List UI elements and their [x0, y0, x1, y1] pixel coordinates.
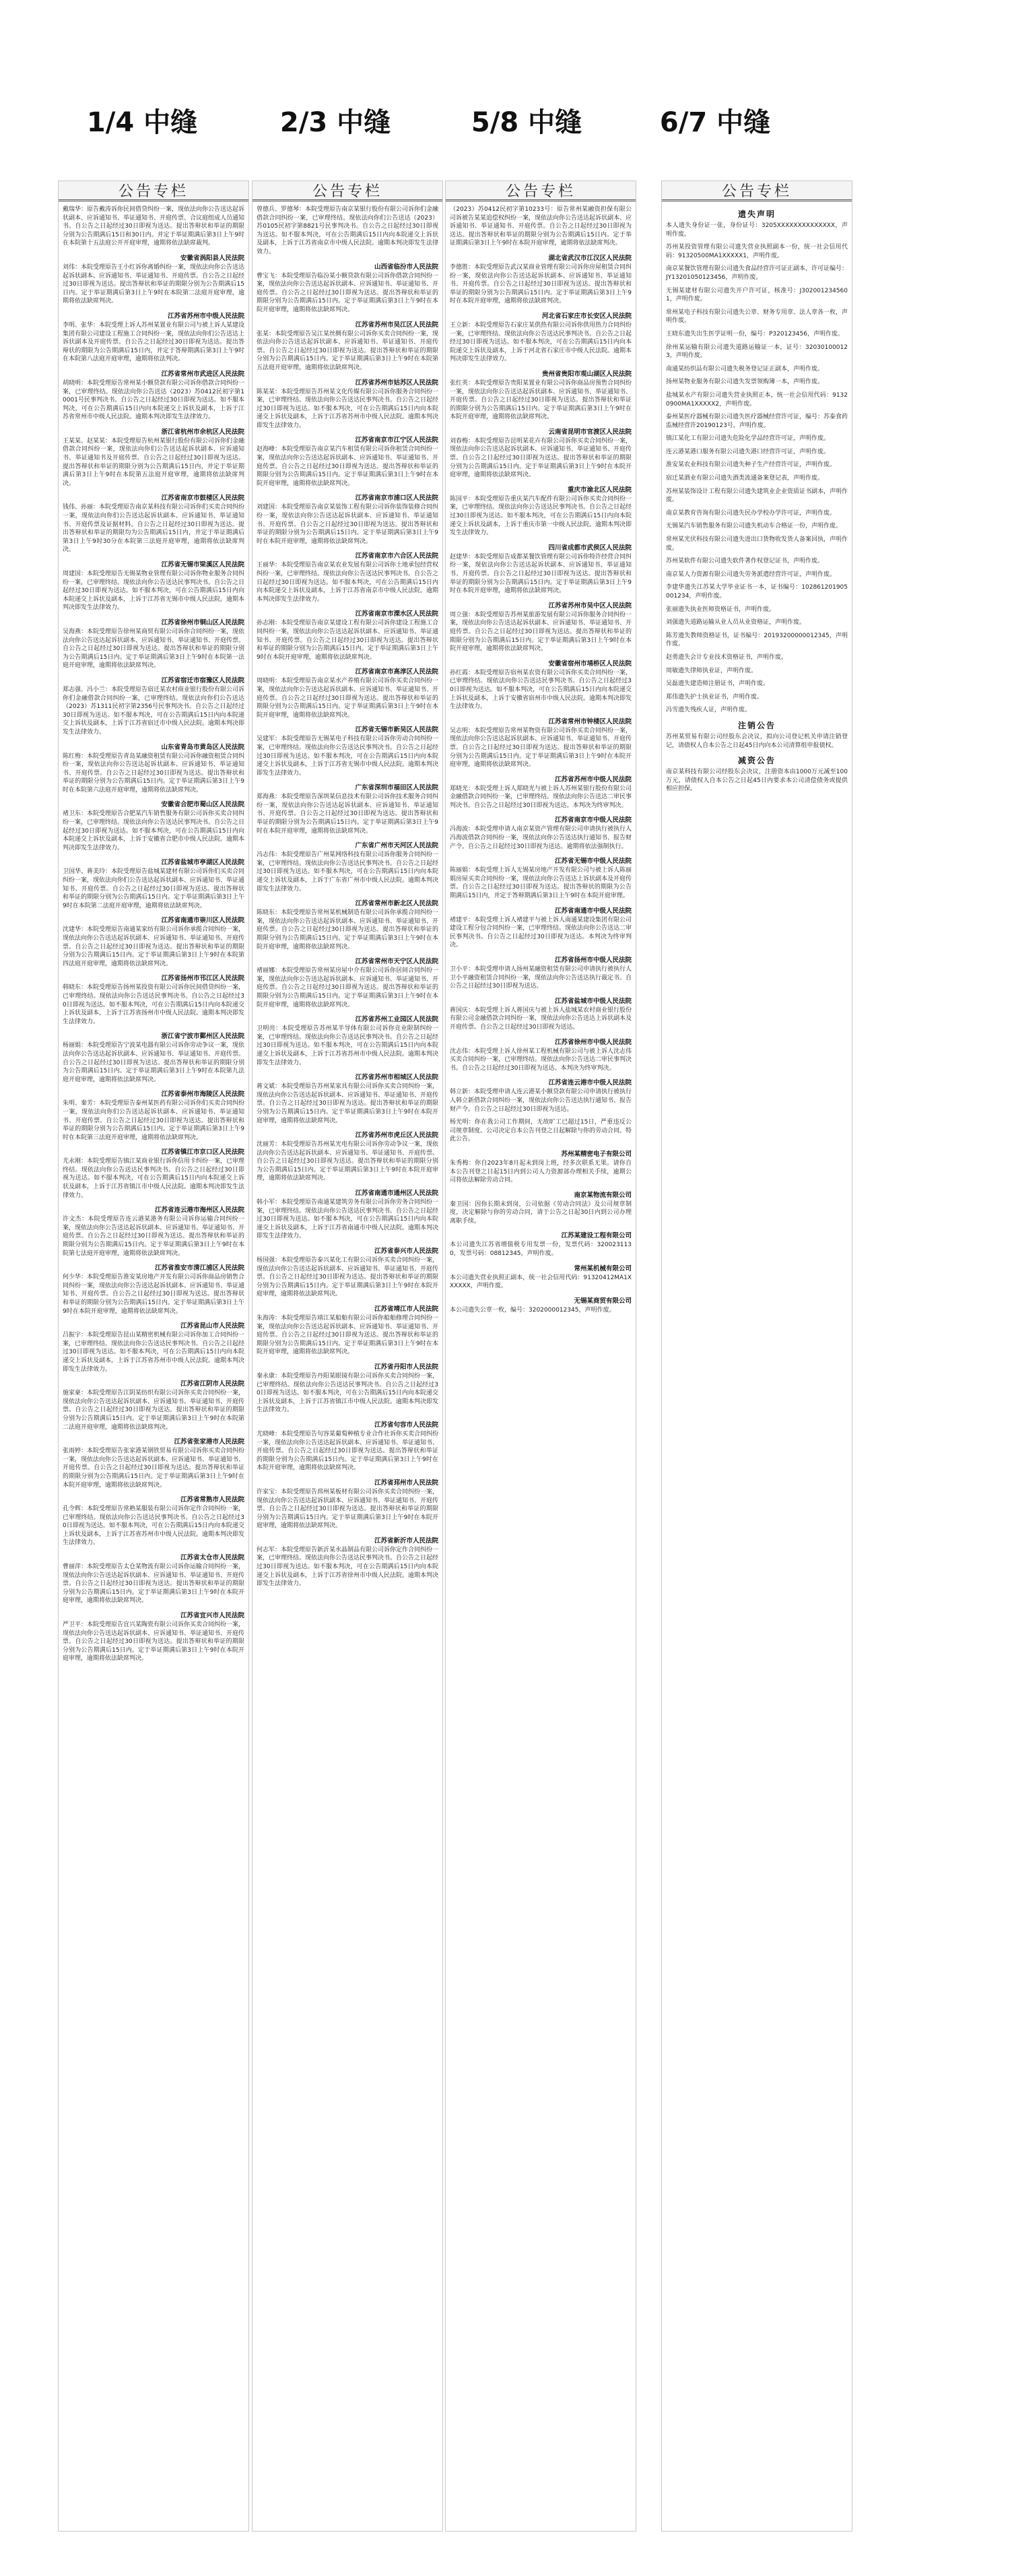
notice-text: 盐城某水产有限公司遗失营业执照正本，统一社会信用代码：91320900MA1XXXXX2，声明作废。: [666, 391, 848, 408]
notice-item: [450, 484, 632, 538]
notice-text: 蒋文斌：本院受理原告苏州某家具有限公司诉你买卖合同纠纷一案，现依法向你公告送达起诉状副本、应诉通知书、举证通知书、开庭传票。自公告之日起经过30日即视为送达。提出答辩状和举证的期限分别为公告期满后15日内。定于举证期满后第3日上午9时在本院开庭审理，逾期将依法缺席判决。: [257, 1083, 439, 1124]
notice-item: [666, 693, 848, 702]
notice-text: 刘春梅：本院受理原告昆明某花卉有限公司诉你买卖合同纠纷一案，现依法向你公告送达起诉状副本、应诉通知书、举证通知书、开庭传票。自公告之日起经过30日即视为送达。提出答辩状和举证的期限分别为公告期满后15日内。定于举证期满后第3日上午9时在本院开庭审理，逾期将依法缺席判决。: [450, 437, 632, 479]
notice-item: [450, 996, 632, 1032]
notice-issuer: 安徽省涡阳县人民法院: [180, 254, 244, 262]
notice-item: [666, 391, 848, 408]
notice-issuer: 江苏省苏州市相城区人民法院: [355, 1074, 438, 1082]
notice-text: 陈某某：本院受理原告苏州某文化传媒有限公司诉你服务合同纠纷一案，已审理终结。现依法向你公告送达民事判决书。自公告之日起经过30日即视为送达。如不服本判决，可在公告期满后15日内向本院递交上诉状及副本，上诉于江苏省苏州市中级人民法院。逾期本判决即发生法律效力。: [257, 388, 439, 429]
notice-text: 郑志强、冯小兰：本院受理原告宿迁某农村商业银行股份有限公司诉你们金融借款合同纠纷一案，已审理终结。现依法向你们公告送达（2023）苏1311民初字第2356号民事判决书。自公告之日起经过30日即视为送达。如不服本判决，可在公告期满后15日内向本院递交上诉状及副本，上诉于江苏省宿迁市中级人民法院。逾期本判决即发生法律效力。: [63, 686, 245, 736]
notice-item: [63, 253, 244, 306]
notice-item: [450, 658, 632, 711]
notice-issuer: 江苏省南通市通州区人民法院: [355, 1190, 438, 1198]
notice-issuer: 注销公告: [737, 720, 776, 730]
notice-issuer: 江苏省苏州市中级人民法院: [554, 775, 632, 783]
notice-text: 张雨婷：本院受理原告张家港某钢铁贸易有限公司诉你买卖合同纠纷一案，现依法向你公告送达起诉状副本、应诉通知书、举证通知书、开庭传票。自公告之日起经过30日即视为送达。提出答辩状和举证的期限分别为公告期满后15日内。定于举证期满后第3日上午9时在本院开庭审理，逾期将依法缺席判决。: [63, 1448, 245, 1489]
notice-issuer: 江苏省苏州市吴江区人民法院: [355, 321, 438, 329]
notice-text: 卫小平：本院受理申请人扬州某融资租赁有限公司申请执行被执行人卫小平融资租赁合同纠纷一案，现依法向你公告送达执行裁定书。自公告之日起经过30日即视为送达。: [450, 966, 632, 990]
notice-issuer: 江苏省南通市中级人民法院: [554, 907, 632, 915]
notice-item: [450, 856, 632, 900]
notice-text: 朱海涛：本院受理原告靖江某船舶有限公司诉你船舶修理合同纠纷一案，现依法向你公告送达起诉状副本、应诉通知书、举证通知书、开庭传票。自公告之日起经过30日即视为送达。提出答辩状和举证的期限分别为公告期满后15日内。定于举证期满后第3日上午9时在本院开庭审理，逾期将依法缺席判决。: [257, 1315, 439, 1356]
notice-text: 赵建华：本院受理原告成都某餐饮管理有限公司诉你特许经营合同纠纷一案，现依法向你公告送达起诉状副本、应诉通知书、举证通知书、开庭传票。自公告之日起经过30日即视为送达。提出答辩状和举证的期限分别为公告期满后15日内。定于举证期满后第3日上午9时在本院开庭审理，逾期将依法缺席判决。: [450, 553, 632, 595]
notice-issuer: 广东省深圳市福田区人民法院: [355, 784, 438, 792]
notice-item: [666, 632, 848, 649]
notice-item: [63, 973, 244, 1026]
notice-item: [666, 680, 848, 688]
notice-text: 王某某、赵某某：本院受理原告杭州某银行股份有限公司诉你们金融借款合同纠纷一案，现依法向你们公告送达起诉状副本、应诉通知书、举证通知书及开庭传票。自公告之日起经过30日即视为送达。提出答辩状和举证的期限分别为公告期满后15日内，并定于举证期满后第3日上午9时在本院第五法庭开庭审理，逾期将依法缺席判决。: [63, 437, 245, 487]
notice-item: [450, 542, 632, 595]
notice-item: [666, 461, 848, 470]
notice-item: [450, 205, 632, 248]
notice-issuer: 江苏省常熟市人民法院: [180, 1496, 244, 1504]
notice-issuer: 江苏省张家港市人民法院: [174, 1438, 244, 1446]
notice-issuer: 江苏省南京市鼓楼区人民法院: [161, 494, 244, 503]
notice-text: 孙红霞：本院受理原告宿州某农资有限公司诉你买卖合同纠纷一案，已审理终结。现依法向你公告送达民事判决书。自公告之日起经过30日即视为送达。如不服本判决，可在公告期满后15日内向本院递交上诉状及副本，上诉于安徽省宿州市中级人民法院。逾期本判决即发生法律效力。: [450, 669, 632, 711]
notice-item: [666, 583, 848, 600]
notice-issuer: 江苏省新沂市人民法院: [374, 1537, 438, 1545]
notice-item: [63, 1552, 244, 1605]
notice-item: [257, 1014, 438, 1067]
notice-item: [257, 1246, 438, 1299]
notice-issuer: 浙江省宁波市鄞州区人民法院: [161, 1033, 244, 1041]
notice-text: 本人遗失身份证一张，身份证号：3205XXXXXXXXXXXXXX，声明作废。: [666, 222, 848, 238]
announcement-column-3: [445, 181, 636, 2532]
notice-item: [257, 898, 438, 951]
notice-item: [63, 1320, 244, 1374]
notice-item: [63, 1147, 244, 1200]
announcement-column-4: [661, 181, 852, 2532]
notice-text: 钱伟、孙丽：本院受理原告南京某科技有限公司诉你们买卖合同纠纷一案，现依法向你们公告送达起诉状副本、应诉通知书、举证通知书、开庭传票及证据材料。自公告之日起经过30日即视为送达。提出答辩状和举证的期限均为公告期满后15日内，并定于举证期满后第3日上午9时30分在本院第三法庭开庭审理，逾期将依法缺席判决。: [63, 504, 245, 554]
notice-text: 孙志刚：本院受理原告南京某建设工程有限公司诉你建设工程施工合同纠纷一案，现依法向你公告送达起诉状副本、应诉通知书、举证通知书、开庭传票。自公告之日起经过30日即视为送达。提出答辩状和举证的期限分别为公告期满后15日内。定于举证期满后第3日上午9时在本院开庭审理，逾期将依法缺席判决。: [257, 620, 439, 661]
notice-item: [257, 666, 438, 719]
notice-text: 赵海峰：本院受理原告南京某汽车租赁有限公司诉你租赁合同纠纷一案，现依法向你公告送达起诉状副本、应诉通知书、举证通知书、开庭传票。自公告之日起经过30日即视为送达。提出答辩状和举证的期限分别为公告期满后15日内。定于举证期满后第3日上午9时在本院开庭审理，逾期将依法缺席判决。: [257, 446, 439, 487]
notice-item: [257, 492, 438, 546]
notice-item: [666, 309, 848, 325]
notice-issuer: 江苏省苏州市中级人民法院: [167, 312, 244, 320]
notice-item: [257, 608, 438, 662]
notice-item: [257, 1303, 438, 1357]
notice-text: 苏州某投资管理有限公司遗失营业执照副本一份，统一社会信用代码：91320500MA1XXXXX1，声明作废。: [666, 244, 848, 259]
notice-issuer: 江苏省扬州市邗江区人民法院: [161, 975, 244, 983]
notice-text: 秦永康：本院受理原告丹阳某眼镜有限公司诉你买卖合同纠纷一案，已审理终结。现依法向你公告送达民事判决书。自公告之日起经过30日即视为送达。如不服本判决，可在公告期满后15日内向本院递交上诉状及副本，上诉于江苏省镇江市中级人民法院。逾期本判决即发生法律效力。: [257, 1372, 439, 1414]
notice-item: [666, 344, 848, 360]
notice-issuer: 湖北省武汉市江汉区人民法院: [548, 254, 632, 262]
notice-issuer: 江苏省南京市溧水区人民法院: [355, 610, 438, 618]
notice-issuer: 河北省石家庄市长安区人民法院: [541, 312, 632, 320]
notice-issuer: 江苏省昆山市人民法院: [180, 1322, 244, 1330]
notice-item: [666, 488, 848, 505]
notice-text: 何少华：本院受理原告淮安某房地产开发有限公司诉你商品房销售合同纠纷一案，现依法向你公告送达起诉状副本、应诉通知书、举证通知书、开庭传票。自公告之日起经过30日即视为送达。提出答辩状和举证的期限分别为公告期满后15日内。定于举证期满后第3日上午9时在本院开庭审理，逾期将依法缺席判决。: [63, 1274, 245, 1315]
notice-item: [63, 368, 244, 422]
notice-text: 韩立新：本院受理申请人连云港某小额贷款有限公司申请执行被执行人韩立新借款合同纠纷一案，现依法向你公告送达执行通知书、报告财产令。自公告之日起经过30日即视为送达。: [450, 1089, 632, 1113]
notice-issuer: 江苏省无锡市梁溪区人民法院: [161, 561, 244, 569]
notice-text: 宿迁某酒业有限公司遗失酒类流通备案登记表，声明作废。: [666, 475, 824, 482]
notice-issuer: 四川省成都市武侯区人民法院: [548, 544, 632, 552]
notice-text: 周敏遗失律师执业证，声明作废。: [666, 667, 758, 674]
notice-text: 朱明、秦芳：本院受理原告泰州某医药有限公司诉你们买卖合同纠纷一案，现依法向你们公告送达起诉状副本、应诉通知书、举证通知书、开庭传票。自公告之日起经过30日即视为送达。提出答辩状和举证的期限分别为公告期满后15日内。定于举证期满后第3日上午9时在本院第三法庭开庭审理，逾期将依法缺席判决。: [63, 1100, 245, 1141]
notice-item: [257, 840, 438, 893]
notice-text: 曹宝飞：本院受理原告临汾某小额贷款有限公司诉你借款合同纠纷一案，现依法向你公告送达起诉状副本、应诉通知书、举证通知书、开庭传票。自公告之日起经过30日即视为送达。提出答辩状和举证的期限分别为公告期满后15日内。定于举证期满后第3日上午9时在本院开庭审理，逾期将依法缺席判决。: [257, 272, 439, 313]
notice-item: [257, 1477, 438, 1531]
notice-issuer: 江苏省苏州市吴中区人民法院: [548, 602, 632, 610]
notice-text: 孔令辉：本院受理原告常熟某服装有限公司诉你定作合同纠纷一案，已审理终结。现依法向你公告送达民事判决书。自公告之日起经过30日即视为送达。如不服本判决，可在公告期满后15日内向本院递交上诉状及副本，上诉于江苏省苏州市中级人民法院。逾期本判决即发生法律效力。: [63, 1506, 245, 1547]
notice-item: [666, 287, 848, 304]
notice-issuer: 江苏某建设工程有限公司: [561, 1232, 632, 1240]
notice-issuer: 江苏省邳州市人民法院: [374, 1479, 438, 1487]
notice-issuer: 浙江省杭州市余杭区人民法院: [161, 428, 244, 436]
notice-item: [63, 617, 244, 670]
notice-item: [257, 1419, 438, 1473]
notice-text: 严卫平：本院受理原告宜兴某陶瓷有限公司诉你买卖合同纠纷一案，现依法向你公告送达起诉状副本、应诉通知书、举证通知书、开庭传票。自公告之日起经过30日即视为送达。提出答辩状和举证的期限分别为公告期满后15日内。定于举证期满后第3日上午9时在本院开庭审理，逾期将依法缺席判决。: [63, 1621, 245, 1663]
notice-item: [257, 377, 438, 430]
notice-text: 王晓东遗失出生医学证明一份，编号：P320123456，声明作废。: [666, 330, 844, 337]
notice-item: [666, 571, 848, 579]
notice-text: 徐州某运输有限公司遗失道路运输证一本，证号：320301000123，声明作废。: [666, 344, 848, 360]
column-heading-4: 6/7 中缝: [659, 107, 771, 138]
notice-text: 常州某光伏科技有限公司遗失进出口货物收发货人备案回执，声明作废。: [666, 536, 848, 552]
notice-item: [450, 311, 632, 364]
notice-text: 沈志伟：本院受理上诉人徐州某工程机械有限公司与被上诉人沈志伟买卖合同纠纷一案，已审理终结。现依法向你公告送达二审民事判决书。自公告之日起经过30日即视为送达。本判决为终审判决。: [450, 1048, 632, 1072]
notice-text: 李建华遗失江苏某大学毕业证书一本，证书编号：102861201905001234，声明作废。: [666, 584, 848, 600]
notice-issuer: 安徽省宿州市埇桥区人民法院: [548, 659, 632, 668]
notice-text: 吴磊遗失建造师注册证书，声明作废。: [666, 680, 770, 688]
notice-item: [666, 522, 848, 531]
notice-issuer: 江苏省泰州市海陵区人民法院: [161, 1091, 244, 1099]
notice-item: [63, 799, 244, 852]
notice-issuer: 江苏省南京市江宁区人民法院: [355, 437, 438, 445]
notice-issuer: 江苏省南京市中级人民法院: [554, 816, 632, 825]
notice-text: 扬州某物业服务有限公司遗失发票领购簿一本，声明作废。: [666, 379, 824, 386]
notice-text: 周立强：本院受理原告苏州某旅游发展有限公司诉你服务合同纠纷一案，现依法向你公告送达起诉状副本、应诉通知书、举证通知书、开庭传票。自公告之日起经过30日即视为送达。提出答辩状和举证的期限分别为公告期满后15日内。定于举证期满后第3日上午9时在本院开庭审理，逾期将依法缺席判决。: [450, 611, 632, 653]
column-header: 公告专栏: [59, 181, 248, 201]
notice-issuer: 江苏省宿迁市宿豫区人民法院: [161, 676, 244, 684]
notice-text: 尤晓峰：本院受理原告句容某葡萄种植专业合作社诉你买卖合同纠纷一案，现依法向你公告送达起诉状副本、应诉通知书、举证通知书、开庭传票。自公告之日起经过30日即视为送达。提出答辩状和举证的期限分别为公告期满后15日内。定于举证期满后第3日上午9时在本院开庭审理，逾期将依法缺席判决。: [257, 1430, 439, 1472]
notice-item: [450, 1190, 632, 1226]
notice-text: 周建国：本院受理原告无锡某物业管理有限公司诉你物业服务合同纠纷一案，已审理终结。现依法向你公告送达民事判决书。自公告之日起经过30日即视为送达。如不服本判决，可在公告期满后15日内向本院递交上诉状及副本，上诉于江苏省无锡市中级人民法院。逾期本判决即发生法律效力。: [63, 571, 245, 612]
notice-text: 南京某科技有限公司经股东会决议，注册资本由1000万元减至100万元，请债权人自本公告之日起45日内要求本公司清偿债务或提供相应担保。: [666, 769, 848, 793]
notice-text: 张红英：本院受理原告贵阳某置业有限公司诉你商品房预售合同纠纷一案，现依法向你公告送达起诉状副本、应诉通知书、举证通知书、开庭传票。自公告之日起经过30日即视为送达。提出答辩状和举证的期限分别为公告期满后15日内。定于举证期满后第3日上午9时在本院开庭审理，逾期将依法缺席判决。: [450, 379, 632, 421]
notice-text: 连云港某港口服务有限公司遗失港口经营许可证，声明作废。: [666, 448, 830, 455]
notice-item: [257, 319, 438, 373]
notice-item: [257, 1361, 438, 1415]
notice-issuer: 江苏省江阴市人民法院: [180, 1380, 244, 1388]
notice-text: 许家宝：本院受理原告邳州某板材有限公司诉你买卖合同纠纷一案，现依法向你公告送达起诉状副本、应诉通知书、举证通知书、开庭传票。自公告之日起经过30日即视为送达。提出答辩状和举证的期限分别为公告期满后15日内。定于举证期满后第3日上午9时在本院开庭审理，逾期将依法缺席判决。: [257, 1488, 439, 1530]
notice-text: 赵勇遗失会计专业技术资格证书，声明作废。: [666, 653, 788, 661]
column-heading-1: 1/4 中缝: [86, 107, 198, 138]
notice-item: [63, 559, 244, 612]
notice-issuer: 江苏省泰兴市人民法院: [374, 1248, 438, 1256]
notice-item: [63, 1494, 244, 1547]
notice-issuer: 江苏省南通市崇川区人民法院: [161, 917, 244, 925]
notice-text: 陈晓东：本院受理原告常州某机械制造有限公司诉你承揽合同纠纷一案，现依法向你公告送达起诉状副本、应诉通知书、举证通知书、开庭传票。自公告之日起经过30日即视为送达。提出答辩状和举证的期限分别为公告期满后15日内。定于举证期满后第3日上午9时在本院开庭审理，逾期将依法缺席判决。: [257, 909, 439, 951]
notice-item: [450, 1230, 632, 1258]
notice-item: [63, 1436, 244, 1489]
notice-text: 本公司遗失江苏省增值税专用发票一份，发票代码：3200231130，发票号码：08812345，声明作废。: [450, 1242, 632, 1258]
notice-item: [63, 675, 244, 737]
notice-issuer: 江苏省南京市高淳区人民法院: [355, 668, 438, 676]
notice-issuer: 江苏省宜兴市人民法院: [180, 1612, 244, 1620]
notice-item: [257, 1130, 438, 1183]
notice-text: 卫明亮：本院受理原告苏州某半导体有限公司诉你竞业限制纠纷一案，已审理终结。现依法向你公告送达民事判决书。自公告之日起经过30日即视为送达。如不服本判决，可在公告期满后15日内向本院递交上诉状及副本，上诉于江苏省苏州市中级人民法院。逾期本判决即发生法律效力。: [257, 1025, 439, 1066]
notice-issuer: 江苏省连云港市海州区人民法院: [154, 1206, 244, 1215]
notice-text: 冯雪遗失残疾人证，声明作废。: [666, 707, 751, 714]
notice-text: 冯海波：本院受理申请人南京某资产管理有限公司申请执行被执行人冯海波借款合同纠纷一案，现依法向你公告送达执行通知书、报告财产令。自公告之日起经过30日即视为送达。逾期将依法强制执行。: [450, 826, 632, 850]
announcement-column-2: [252, 181, 443, 2532]
notice-item: [450, 1077, 632, 1114]
notice-text: 陈芳遗失教师资格证书，证书编号：20193200000012345，声明作废。: [666, 632, 848, 648]
notice-issuer: 江苏省太仓市人民法院: [180, 1554, 244, 1562]
notice-item: [450, 716, 632, 769]
notice-text: 苏州某软件有限公司遗失软件著作权登记证书，声明作废。: [666, 558, 824, 565]
notice-item: [450, 814, 632, 851]
notice-issuer: 重庆市渝北区人民法院: [567, 486, 632, 494]
notice-issuer: 安徽省合肥市蜀山区人民法院: [161, 801, 244, 809]
notice-item: [63, 205, 244, 248]
notice-item: [450, 368, 632, 422]
notice-item: [666, 413, 848, 430]
notice-text: 南通某纺织品有限公司遗失税务登记证正副本，声明作废。: [666, 365, 824, 373]
notice-issuer: 江苏省常州市钟楼区人民法院: [548, 717, 632, 726]
notice-text: 李德胜：本院受理原告武汉某商业管理有限公司诉你房屋租赁合同纠纷一案，现依法向你公告送达起诉状副本、应诉通知书、举证通知书、开庭传票。自公告之日起经过30日即视为送达。提出答辩状和举证的期限分别为公告期满后15日内。定于举证期满后第3日上午9时在本院开庭审理，逾期将依法缺席判决。: [450, 263, 632, 305]
notice-issuer: 江苏省苏州市姑苏区人民法院: [355, 379, 438, 387]
column-heading-2: 2/3 中缝: [279, 107, 391, 138]
notice-item: [450, 1037, 632, 1073]
notice-text: 本公司遗失营业执照正副本，统一社会信用代码：91320412MA1XXXXXX，声明作废。: [450, 1274, 632, 1290]
notice-text: 施家豪：本院受理原告江阴某纺织有限公司诉你买卖合同纠纷一案，现依法向你公告送达起诉状副本、应诉通知书、举证通知书、开庭传票。自公告之日起经过30日即视为送达。提出答辩状和举证的期限分别为公告期满后15日内。定于举证期满后第3日上午9时在本院第二法庭开庭审理，逾期将依法缺席判决。: [63, 1390, 245, 1431]
notice-text: 镇江某化工有限公司遗失危险化学品经营许可证，声明作废。: [666, 435, 830, 443]
notice-item: [450, 1295, 632, 1315]
notice-item: [257, 724, 438, 777]
notice-text: 郑海燕：本院受理原告深圳某信息技术有限公司诉你技术服务合同纠纷一案，现依法向你公告送达起诉状副本、应诉通知书、举证通知书、开庭传票。自公告之日起经过30日即视为送达。提出答辩状和举证的期限分别为公告期满后15日内。定于举证期满后第3日上午9时在本院开庭审理，逾期将依法缺席判决。: [257, 794, 439, 835]
notice-item: [63, 1089, 244, 1142]
notice-text: 周晓明：本院受理原告南京某水产养殖有限公司诉你买卖合同纠纷一案，现依法向你公告送达起诉状副本、应诉通知书、举证通知书、开庭传票。自公告之日起经过30日即视为送达。提出答辩状和举证的期限分别为公告期满后15日内。定于举证期满后第3日上午9时在本院开庭审理，逾期将依法缺席判决。: [257, 678, 439, 719]
notice-text: 沈建华：本院受理原告南通某家纺有限公司诉你承揽合同纠纷一案，现依法向你公告送达起诉状副本、应诉通知书、举证通知书、开庭传票。自公告之日起经过30日即视为送达。提出答辩状和举证的期限分别为公告期满后15日内。定于举证期满后第3日上午9时在本院第四法庭开庭审理，逾期将依法缺席判决。: [63, 926, 245, 967]
notice-item: [63, 311, 244, 364]
notice-text: 吴志明：本院受理原告常州某物资有限公司诉你买卖合同纠纷一案，现依法向你公告送达起诉状副本、应诉通知书、举证通知书、开庭传票。自公告之日起经过30日即视为送达。提出答辩状和举证的期限分别为公告期满后15日内。定于举证期满后第3日上午9时在本院开庭审理，逾期将依法缺席判决。: [450, 727, 632, 769]
notice-item: [257, 1535, 438, 1588]
notice-text: 胡晓明：本院受理原告常州某小额贷款有限公司诉你借款合同纠纷一案，已审理终结。现依法向你公告送达（2023）苏0412民初字第10001号民事判决书。自公告之日起经过30日即视为送达。如不服本判决，可在公告期满后15日内向本院递交上诉状及副本，上诉于江苏省常州市中级人民法院。逾期本判决即发生法律效力。: [63, 379, 245, 421]
notice-item: [450, 774, 632, 810]
notice-issuer: 山西省临汾市人民法院: [374, 263, 438, 271]
notice-item: [666, 706, 848, 715]
notice-text: 王丽华：本院受理原告南京某农业发展有限公司诉你土地承包经营权纠纷一案，已审理终结。现依法向你公告送达民事判决书。自公告之日起经过30日即视为送达。如不服本判决，可在公告期满后15日内向本院递交上诉状及副本，上诉于江苏省南京市中级人民法院。逾期本判决即发生法律效力。: [257, 562, 439, 603]
notice-text: 陈国平：本院受理原告重庆某汽车配件有限公司诉你买卖合同纠纷一案，已审理终结。现依法向你公告送达民事判决书。自公告之日起经过30日即视为送达。如不服本判决，可在公告期满后15日内向本院递交上诉状及副本，上诉于重庆市第一中级人民法院。逾期本判决即发生法律效力。: [450, 495, 632, 537]
announcement-column-1: [58, 181, 249, 2532]
notice-text: 南京某餐饮管理有限公司遗失食品经营许可证正副本，许可证编号：JY13201050123456，声明作废。: [666, 265, 848, 281]
notice-text: 朱秀梅：你自2023年8月起未到岗上班，经多次联系无果。请你自本公告刊登之日起15日内到公司人力资源部办理相关手续，逾期公司将依法解除劳动合同。: [450, 1159, 632, 1184]
notice-issuer: 江苏省无锡市新吴区人民法院: [355, 726, 438, 734]
notice-issuer: 常州某机械有限公司: [574, 1264, 632, 1273]
notice-text: 吕振宇：本院受理原告昆山某精密机械有限公司诉你加工合同纠纷一案，已审理终结。现依法向你公告送达民事判决书。自公告之日起经过30日即视为送达。如不服本判决，可在公告期满后15日内向本院递交上诉状及副本，上诉于江苏省苏州市中级人民法院。逾期本判决即发生法律效力。: [63, 1332, 245, 1373]
column-body: [59, 201, 248, 1663]
notice-item: [257, 1188, 438, 1241]
notice-text: 无锡某汽车销售服务有限公司遗失机动车合格证一份，声明作废。: [666, 523, 842, 530]
notice-item: [666, 618, 848, 627]
notice-text: 泰州某医疗器械有限公司遗失医疗器械经营许可证，编号：苏泰食药监械经营许20190123号，声明作废。: [666, 414, 848, 429]
notice-text: 苏州某贸易有限公司经股东会决议，拟向公司登记机关申请注销登记，请债权人自本公告之日起45日内向本公司清算组申报债权。: [666, 733, 848, 749]
notice-item: [257, 782, 438, 835]
notice-text: 吴海燕：本院受理原告徐州某商贸有限公司诉你合同纠纷一案，现依法向你公告送达起诉状副本、应诉通知书、举证通知书、开庭传票。自公告之日起经过30日即视为送达。提出答辩状和举证的期限分别为公告期满后15日内。定于举证期满后第3日上午9时在本院第一法庭开庭审理，逾期将依法缺席判决。: [63, 628, 245, 670]
notice-item: [257, 434, 438, 488]
notice-issuer: 苏州某精密电子有限公司: [561, 1150, 632, 1158]
notice-text: 刘强遗失道路运输从业人员从业资格证，声明作废。: [666, 619, 806, 626]
notice-item: [666, 434, 848, 443]
notice-item: [63, 1610, 244, 1663]
notice-item: [666, 719, 848, 750]
column-header: 公告专栏: [252, 181, 442, 201]
notice-item: [666, 265, 848, 282]
notice-text: 常州某电子科技有限公司遗失公章、财务专用章、法人章各一枚，声明作废。: [666, 309, 848, 325]
column-body: [446, 201, 636, 1314]
notice-text: 韩小军：本院受理原告南通某建筑劳务有限公司诉你劳务合同纠纷一案，已审理终结。现依法向你公告送达民事判决书。自公告之日起经过30日即视为送达。如不服本判决，可在公告期满后15日内向本院递交上诉状及副本，上诉于江苏省南通市中级人民法院。逾期本判决即发生法律效力。: [257, 1199, 439, 1240]
notice-item: [666, 378, 848, 387]
notice-item: [450, 426, 632, 480]
notice-text: 张丽遗失执业医师资格证书，声明作废。: [666, 606, 776, 613]
notice-text: 韩晓东：本院受理原告扬州某投资有限公司诉你民间借贷纠纷一案，已审理终结。现依法向你公告送达民事判决书。自公告之日起经过30日即视为送达。如不服本判决，可在公告期满后15日内向本院递交上诉状及副本，上诉于江苏省扬州市中级人民法院。逾期本判决即发生法律效力。: [63, 984, 245, 1025]
notice-text: 杨光明：你在我公司工作期间，无故旷工已超过15日，严重违反公司规章制度。公司决定自本公告刊登之日起解除与你的劳动合同。特此公告。: [450, 1119, 632, 1143]
notice-item: [450, 1263, 632, 1291]
column-body: [252, 201, 442, 1588]
notice-issuer: 江苏省南京市浦口区人民法院: [355, 494, 438, 503]
notice-text: 郑晓光：本院受理上诉人郑晓光与被上诉人苏州某银行股份有限公司金融借款合同纠纷一案，已审理终结。现依法向你公告送达二审民事判决书。自公告之日起经过30日即视为送达。本判决为终审判决。: [450, 785, 632, 809]
notice-item: [450, 1118, 632, 1144]
notice-text: 褚卫东：本院受理原告合肥某汽车销售服务有限公司诉你买卖合同纠纷一案，已审理终结。现依法向你公告送达民事判决书。自公告之日起经过30日即视为送达。如不服本判决，可在公告期满后15日内向本院递交上诉状及副本，上诉于安徽省合肥市中级人民法院。逾期本判决即发生法律效力。: [63, 810, 245, 851]
notice-text: 何志军：本院受理原告新沂某水晶制品有限公司诉你定作合同纠纷一案，已审理终结。现依法向你公告送达民事判决书。自公告之日起经过30日即视为送达。如不服本判决，可在公告期满后15日内向本院递交上诉状及副本，上诉于江苏省徐州市中级人民法院。逾期本判决即发生法律效力。: [257, 1546, 439, 1588]
notice-text: 蒋国庆：本院受理上诉人蒋国庆与被上诉人盐城某农村商业银行股份有限公司金融借款合同纠纷一案，现依法向你公告送达上诉状副本及开庭传票。自公告之日起经过30日即视为送达。: [450, 1006, 632, 1031]
notice-item: [257, 261, 438, 315]
notice-item: [63, 1204, 244, 1258]
notice-text: 淮安某农业科技有限公司遗失种子生产经营许可证，声明作废。: [666, 461, 836, 469]
column-header: 公告专栏: [662, 181, 852, 201]
notice-issuer: 江苏省常州市武进区人民法院: [161, 370, 244, 378]
column-heading-3: 5/8 中缝: [471, 107, 582, 138]
notice-item: [63, 1262, 244, 1316]
notice-issuer: 南京某物流有限公司: [574, 1191, 632, 1199]
notice-text: 郑伟遗失护士执业证书，声明作废。: [666, 693, 764, 701]
notice-text: 曾德兵、罗德琴：本院受理原告南京某银行股份有限公司诉你们金融借款合同纠纷一案，已审理终结。现依法向你们公告送达（2023）苏0105民初字第8821号民事判决书。自公告之日起经过30日即视为送达。如不服本判决，可在公告期满后15日内向本院递交上诉状及副本，上诉于江苏省南京市中级人民法院。逾期本判决即发生法律效力。: [257, 206, 439, 255]
column-body: [662, 201, 852, 794]
notice-issuer: 江苏省盐城市亭湖区人民法院: [161, 859, 244, 867]
notice-text: 秦卫国：因你长期未到岗，公司依据《劳动合同法》及公司规章制度，决定解除与你的劳动合同，请于公告之日起30日内到公司办理离职手续。: [450, 1200, 632, 1225]
notice-issuer: 江苏省扬州市中级人民法院: [554, 957, 632, 964]
notice-text: 刘建国：本院受理原告南京某装饰工程有限公司诉你装饰装修合同纠纷一案，现依法向你公告送达起诉状副本、应诉通知书、举证通知书、开庭传票。自公告之日起经过30日即视为送达。提出答辩状和举证的期限分别为公告期满后15日内。定于举证期满后第3日上午9时在本院开庭审理，逾期将依法缺席判决。: [257, 504, 439, 545]
notice-issuer: 江苏省连云港市中级人民法院: [548, 1079, 632, 1087]
notice-item: [666, 606, 848, 614]
notice-issuer: 江苏省南京市六合区人民法院: [355, 552, 438, 560]
notice-issuer: 江苏省苏州市虎丘区人民法院: [355, 1132, 438, 1140]
notice-item: [63, 915, 244, 968]
notice-issuer: 山东省青岛市黄岛区人民法院: [161, 743, 244, 751]
notice-item: [450, 253, 632, 306]
notice-item: [257, 550, 438, 604]
notice-text: 王立新：本院受理原告石家庄某供热有限公司诉你供用热力合同纠纷一案，已审理终结。现依法向你公告送达民事判决书。自公告之日起经过30日即视为送达。如不服本判决，可在公告期满后15日内向本院递交上诉状及副本，上诉于河北省石家庄市中级人民法院。逾期本判决即发生法律效力。: [450, 321, 632, 363]
notice-item: [666, 330, 848, 339]
notice-item: [666, 474, 848, 483]
notice-issuer: 江苏省盐城市中级人民法院: [554, 997, 632, 1005]
notice-text: 张某：本院受理原告吴江某丝绸有限公司诉你买卖合同纠纷一案，现依法向你公告送达起诉状副本、应诉通知书、举证通知书、开庭传票。自公告之日起经过30日即视为送达。提出答辩状和举证的期限分别为公告期满后15日内。定于举证期满后第3日上午9时在本院第五法庭开庭审理，逾期将依法缺席判决。: [257, 330, 439, 371]
notice-item: [666, 653, 848, 662]
notice-text: 陈红梅：本院受理原告青岛某融资租赁有限公司诉你融资租赁合同纠纷一案，现依法向你公告送达起诉状副本、应诉通知书、举证通知书、开庭传票。自公告之日起经过30日即视为送达。提出答辩状和举证的期限分别为公告期满后15日内。定于举证期满后第3日上午9时在本院第六法庭开庭审理，逾期将依法缺席判决。: [63, 752, 245, 794]
notice-text: 陈丽娟：本院受理上诉人无锡某房地产开发有限公司与被上诉人陈丽娟房屋买卖合同纠纷一案，现依法向你公告送达上诉状副本及开庭传票。自公告之日起经过30日即视为送达。提出答辩状的期限为公告期满后15日内，并定于答辩期满后第3日上午9时在本院开庭审理。: [450, 867, 632, 900]
notice-text: （2023）苏0412民初字第10233号：原告常州某融资担保有限公司诉被告某某追偿权纠纷一案，现依法向你公告送达起诉状副本、应诉通知书、举证通知书、开庭传票。自公告之日起经过30日即视为送达。提出答辩状和举证的期限分别为公告期满后15日内。定于举证期满后第3日上午9时在本院开庭审理，逾期将依法缺席判决。: [450, 206, 632, 247]
notice-item: [450, 955, 632, 991]
notice-item: [257, 1072, 438, 1125]
notice-text: 吴建军：本院受理原告无锡某电子科技有限公司诉你劳动合同纠纷一案，已审理终结。现依法向你公告送达民事判决书。自公告之日起经过30日即视为送达。如不服本判决，可在公告期满后15日内向本院递交上诉状及副本，上诉于江苏省无锡市中级人民法院。逾期本判决即发生法律效力。: [257, 736, 439, 777]
notice-item: [666, 448, 848, 457]
notice-issuer: 江苏省徐州市中级人民法院: [554, 1038, 632, 1046]
notice-item: [666, 243, 848, 260]
notice-issuer: 广东省广州市天河区人民法院: [355, 842, 438, 850]
notice-text: 苏州某装饰设计工程有限公司遗失建筑业企业资质证书副本，声明作废。: [666, 488, 848, 504]
notice-item: [63, 426, 244, 488]
notice-text: 无锡某建材有限公司遗失开户许可证，核准号：J3020012345601，声明作废。: [666, 287, 848, 303]
notice-text: 刘伟：本院受理原告王小红诉你离婚纠纷一案，现依法向你公告送达起诉状副本、应诉通知书、举证通知书、开庭传票。自公告之日起经过30日即视为送达。提出答辩状和举证的期限分别为公告期满后15日内。定于举证期满后第3日上午9时在本院第二法庭开庭审理，逾期将依法缺席判决。: [63, 263, 245, 305]
notice-item: [666, 557, 848, 566]
column-header: 公告专栏: [446, 181, 636, 201]
notice-text: 许文杰：本院受理原告连云港某港务有限公司诉你运输合同纠纷一案，现依法向你公告送达起诉状副本、应诉通知书、举证通知书、开庭传票。自公告之日起经过30日即视为送达。提出答辩状和举证的期限分别为公告期满后15日内。定于举证期满后第3日上午9时在本院第七法庭开庭审理，逾期将依法缺席判决。: [63, 1216, 245, 1257]
notice-text: 褚丽娜：本院受理原告常州某房屋中介有限公司诉你居间合同纠纷一案，现依法向你公告送达起诉状副本、应诉通知书、举证通知书、开庭传票。自公告之日起经过30日即视为送达。提出答辩状和举证的期限分别为公告期满后15日内。定于举证期满后第3日上午9时在本院开庭审理，逾期将依法缺席判决。: [257, 967, 439, 1008]
notice-text: 杨丽娟：本院受理原告宁波某电器有限公司诉你劳动争议一案，现依法向你公告送达起诉状副本、应诉通知书、举证通知书、开庭传票。自公告之日起经过30日即视为送达。提出答辩状和举证的期限分别为公告期满后15日内。定于举证期满后第3日上午9时在本院第九法庭开庭审理，逾期将依法缺席判决。: [63, 1042, 245, 1083]
notice-item: [666, 509, 848, 518]
notice-issuer: 江苏省丹阳市人民法院: [374, 1363, 438, 1371]
notice-text: 尤永刚：本院受理原告镇江某商业银行诉你信用卡纠纷一案，已审理终结。现依法向你公告送达民事判决书。自公告之日起经过30日即视为送达。如不服本判决，可在公告期满后15日内向本院递交上诉状及副本，上诉于江苏省镇江市中级人民法院。逾期本判决即发生法律效力。: [63, 1158, 245, 1199]
notice-item: [450, 1149, 632, 1185]
notice-item: [257, 956, 438, 1009]
notice-issuer: 无锡某商贸有限公司: [574, 1297, 632, 1305]
notice-item: [63, 742, 244, 795]
notice-text: 冯志伟：本院受理原告广州某网络科技有限公司诉你服务合同纠纷一案，已审理终结。现依法向你公告送达民事判决书。自公告之日起经过30日即视为送达。如不服本判决，可在公告期满后15日内向本院递交上诉状及副本，上诉于广东省广州市中级人民法院。逾期本判决即发生法律效力。: [257, 851, 439, 893]
notice-issuer: 遗失声明: [737, 210, 776, 219]
notice-item: [666, 754, 848, 794]
notice-item: [666, 208, 848, 238]
notice-text: 杨国强：本院受理原告泰兴某化工有限公司诉你买卖合同纠纷一案，现依法向你公告送达起诉状副本、应诉通知书、举证通知书、开庭传票。自公告之日起经过30日即视为送达。提出答辩状和举证的期限分别为公告期满后15日内。定于举证期满后第3日上午9时在本院开庭审理，逾期将依法缺席判决。: [257, 1257, 439, 1298]
notice-issuer: 贵州省贵阳市观山湖区人民法院: [541, 370, 632, 378]
notice-issuer: 江苏省无锡市中级人民法院: [554, 858, 632, 866]
notice-text: 本公司遗失公章一枚，编号：3202000012345，声明作废。: [450, 1306, 615, 1314]
notice-issuer: 江苏省徐州市铜山区人民法院: [161, 618, 244, 626]
notice-item: [450, 905, 632, 950]
notice-item: [63, 492, 244, 554]
notice-issuer: 江苏省常州市新北区人民法院: [355, 900, 438, 908]
notice-issuer: 江苏省苏州工业园区人民法院: [355, 1016, 438, 1024]
notice-item: [666, 365, 848, 374]
notice-issuer: 江苏省靖江市人民法院: [374, 1306, 438, 1313]
notice-text: 卫国华、蒋美玲：本院受理原告盐城某建材有限公司诉你们买卖合同纠纷一案，现依法向你们公告送达起诉状副本、应诉通知书、举证通知书、开庭传票。自公告之日起经过30日即视为送达。提出答辩状和举证的期限分别为公告期满后15日内。定于举证期满后第3日上午9时在本院第二法庭开庭审理，逾期将依法缺席判决。: [63, 868, 245, 909]
notice-text: 曹丽萍：本院受理原告太仓某物流有限公司诉你运输合同纠纷一案，现依法向你公告送达起诉状副本、应诉通知书、举证通知书、开庭传票。自公告之日起经过30日即视为送达。提出答辩状和举证的期限分别为公告期满后15日内。定于举证期满后第3日上午9时在本院开庭审理，逾期将依法缺席判决。: [63, 1564, 245, 1605]
notice-text: 褚建平：本院受理上诉人褚建平与被上诉人南通某建设集团有限公司建设工程分包合同纠纷一案，已审理终结。现依法向你公告送达二审民事判决书。自公告之日起经过30日即视为送达。本判决为终审判决。: [450, 916, 632, 949]
notice-text: 沈丽芳：本院受理原告苏州某光电有限公司诉你劳动争议一案，现依法向你公告送达起诉状副本、应诉通知书、举证通知书、开庭传票。自公告之日起经过30日即视为送达。提出答辩状和举证的期限分别为公告期满后15日内。定于举证期满后第3日上午9时在本院开庭审理，逾期将依法缺席判决。: [257, 1141, 439, 1182]
notice-text: 南京某教育咨询有限公司遗失民办学校办学许可证，声明作废。: [666, 509, 836, 517]
notice-item: [450, 600, 632, 653]
notice-text: 戴瑞华：原告戴涛诉你民间借贷纠纷一案，现依法向你公告送达起诉状副本、应诉通知书、举证通知书、开庭传票、合议庭组成人员通知书。自公告之日起经过30日即视为送达。提出答辩状和举证的期限分别为公告期满后15日和30日内。并定于举证期满后第3日上午9时在本院第十五法庭公开开庭审理，逾期将依法缺席裁判。: [63, 206, 245, 247]
notice-issuer: 江苏省常州市天宁区人民法院: [355, 958, 438, 966]
notice-item: [63, 857, 244, 910]
notice-item: [63, 1031, 244, 1084]
notice-text: 李明、张华：本院受理上诉人苏州某置业有限公司与被上诉人某建设集团有限公司建设工程施工合同纠纷一案，现依法向你们公告送达上诉状副本及开庭传票。自公告之日起经过30日即视为送达。提出答辩状的期限为公告期满后15日内，并定于答辩期满后第3日上午9时在本院第八法庭开庭审理，逾期将依法判决。: [63, 321, 245, 363]
notice-item: [666, 667, 848, 676]
notice-issuer: 云南省昆明市官渡区人民法院: [548, 428, 632, 436]
notice-item: [257, 205, 438, 257]
notice-text: 南京某人力资源有限公司遗失劳务派遣经营许可证，声明作废。: [666, 571, 836, 578]
notice-issuer: 减资公告: [737, 756, 776, 766]
notice-issuer: 江苏省句容市人民法院: [374, 1421, 438, 1429]
notice-item: [63, 1378, 244, 1431]
notice-issuer: 江苏省淮安市清江浦区人民法院: [154, 1264, 244, 1273]
notice-item: [666, 536, 848, 552]
notice-issuer: 江苏省镇江市京口区人民法院: [161, 1149, 244, 1157]
